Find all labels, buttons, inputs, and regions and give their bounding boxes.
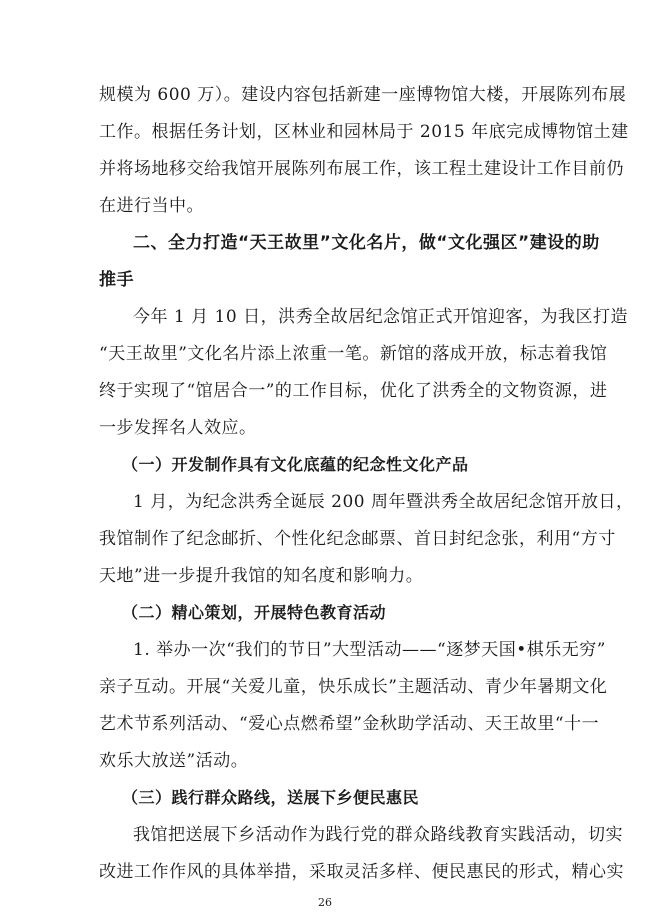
body-line: 规模为 600 万）。建设内容包括新建一座博物馆大楼，开展陈列布展 [99,85,627,105]
body-line: 改进工作作风的具体举措，采取灵活多样、便民惠民的形式，精心实 [99,862,624,882]
subsection-heading: （三）践行群众路线，送展下乡便民惠民 [122,788,420,807]
section-heading-cont: 推手 [99,270,134,290]
body-line: 天地”进一步提升我馆的知名度和影响力。 [99,566,424,586]
subsection-heading: （二）精心策划，开展特色教育活动 [122,603,387,622]
body-line: 欢乐大放送”活动。 [99,751,249,771]
section-heading: 二、全力打造“天王故里”文化名片，做“文化强区”建设的助 [133,233,600,253]
subsection-heading: （一）开发制作具有文化底蕴的纪念性文化产品 [122,455,469,474]
body-line: 艺术节系列活动、“爱心点燃希望”金秋助学活动、天王故里“十一 [99,714,600,734]
body-line: 在进行当中。 [99,196,204,216]
body-line: 一步发挥名人效应。 [99,418,257,438]
body-line: 终于实现了“馆居合一”的工作目标，优化了洪秀全的文物资源，进 [99,381,608,401]
body-line: 并将场地移交给我馆开展陈列布展工作，该工程土建设计工作目前仍 [99,159,624,179]
page-number: 26 [318,896,332,909]
body-line: 我馆把送展下乡活动作为践行党的群众路线教育实践活动，切实 [133,825,623,845]
body-line: 1. 举办一次“我们的节日”大型活动——“逐梦天国•棋乐无穷” [133,640,606,660]
body-line: 亲子互动。开展“关爱儿童，快乐成长”主题活动、青少年暑期文化 [99,677,608,697]
body-line: 1 月，为纪念洪秀全诞辰 200 周年暨洪秀全故居纪念馆开放日， [133,492,634,512]
body-line: 今年 1 月 10 日，洪秀全故居纪念馆正式开馆迎客，为我区打造 [133,307,629,327]
body-line: “天王故里”文化名片添上浓重一笔。新馆的落成开放，标志着我馆 [99,344,608,364]
body-line: 工作。根据任务计划，区林业和园林局于 2015 年底完成博物馆土建 [99,122,629,142]
body-line: 我馆制作了纪念邮折、个性化纪念邮票、首日封纪念张，利用“方寸 [99,529,616,549]
